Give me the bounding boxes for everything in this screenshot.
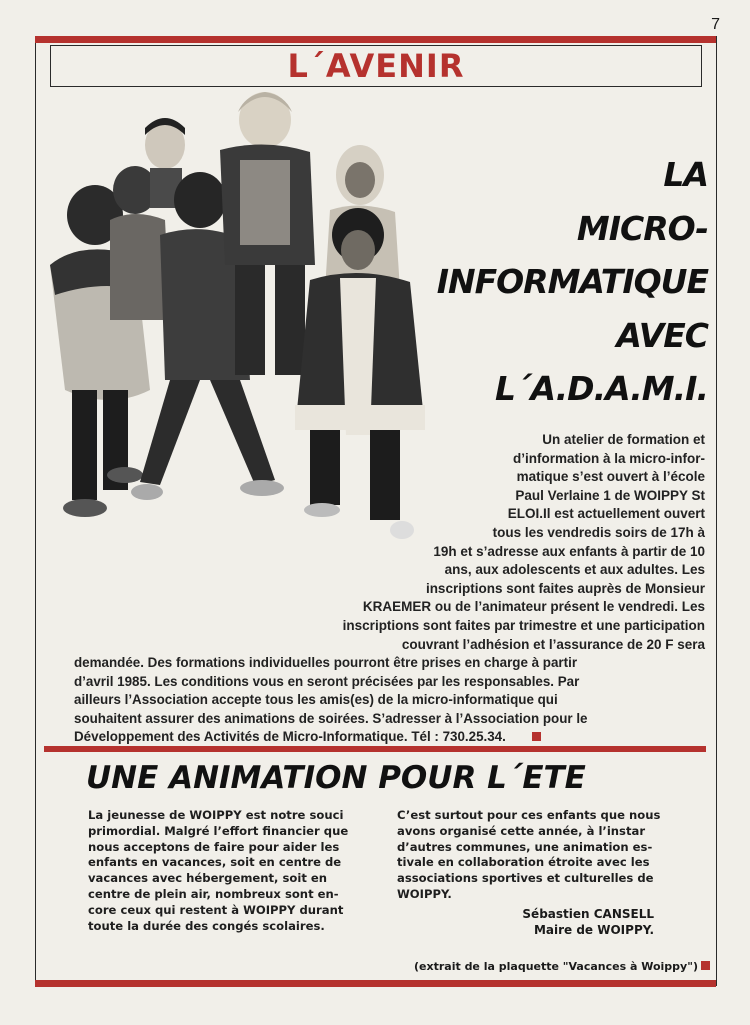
article-full	[74, 654, 588, 747]
article-narrow	[343, 431, 705, 654]
article-line: inscriptions sont faites auprès de Monsieur	[425, 580, 705, 596]
col-line: tivale en collaboration étroite avec les	[397, 855, 650, 870]
col-line: toute la durée des congés scolaires.	[88, 918, 325, 933]
source-credit	[414, 960, 710, 973]
col-line: vacances avec hébergement, soit en	[88, 871, 328, 886]
headline-line: INFORMATIQUE	[436, 262, 708, 301]
article-line: couvrant l’adhésion et l’assurance de 20 F sera	[401, 636, 705, 652]
header-title: L´AVENIR	[287, 47, 465, 85]
credit-text: (extrait de la plaquette "Vacances à Woippy")	[414, 960, 698, 973]
article-line: 19h et s’adresse aux enfants à partir de 10	[433, 543, 705, 559]
headline-line: LA	[663, 155, 708, 194]
top-rule	[35, 36, 716, 43]
signature	[522, 906, 654, 938]
article-line: d’avril 1985. Les conditions vous en seront précisées par les responsables. Par	[74, 673, 580, 689]
article-line: ans, aux adolescents et aux adultes. Les	[444, 562, 705, 578]
col-line: La jeunesse de WOIPPY est notre souci	[88, 808, 344, 822]
credit-square-icon	[701, 961, 710, 970]
article-line: tous les vendredis soirs de 17h à	[492, 524, 705, 540]
signature-role: Maire de WOIPPY.	[533, 923, 654, 937]
col-line: avons organisé cette année, à l’instar	[397, 823, 646, 838]
article-line: Un atelier de formation et	[542, 432, 705, 447]
article-line: souhaitent assurer des animations de soirées. S’adresser à l’Association pour le	[74, 710, 588, 726]
article-line: Paul Verlaine 1 de WOIPPY St	[515, 487, 705, 503]
col-line: enfants en vacances, soit en centre de	[88, 855, 342, 870]
headline-line: L´A.D.A.M.I.	[494, 369, 708, 408]
col-line: core ceux qui restent à WOIPPY durant	[88, 902, 344, 917]
article-line: ailleurs l’Association accepte tous les amis(es) de la micro-informatique qui	[74, 692, 558, 708]
article-line: KRAEMER ou de l’animateur présent le vendredi. Les	[362, 599, 705, 615]
page-number: 7	[711, 16, 720, 33]
section-header	[50, 45, 702, 87]
signature-name: Sébastien CANSELL	[522, 907, 654, 921]
headline-line: MICRO-	[576, 208, 708, 248]
article-line: Développement des Activités de Micro-Informatique. Tél : 730.25.34.	[74, 729, 506, 745]
right-column	[397, 808, 660, 903]
headline	[437, 148, 708, 416]
end-square-icon	[532, 732, 541, 741]
middle-rule	[44, 746, 706, 752]
col-line: WOIPPY.	[397, 886, 452, 901]
headline-line: AVEC	[616, 315, 708, 355]
col-line: C’est surtout pour ces enfants que nous	[397, 808, 661, 822]
col-line: centre de plein air, nombreux sont en-	[88, 886, 339, 901]
col-line: nous acceptons de faire pour aider les	[88, 839, 340, 854]
section-title: UNE ANIMATION POUR L´ETE	[86, 760, 586, 796]
col-line: associations sportives et culturelles de	[397, 871, 654, 886]
article-line: inscriptions sont faites par trimestre et une participation	[342, 617, 705, 633]
col-line: d’autres communes, une animation es-	[397, 839, 653, 854]
article-line: ELOI.Il est actuellement ouvert	[507, 506, 705, 522]
article-line: demandée. Des formations individuelles pourront être prises en charge à partir	[74, 655, 578, 670]
left-column	[88, 808, 348, 934]
bottom-rule	[35, 980, 716, 987]
article-line: matique s’est ouvert à l’école	[516, 469, 705, 485]
article-line: d’information à la micro-infor-	[512, 450, 705, 466]
article-line-last	[74, 728, 588, 747]
col-line: primordial. Malgré l’effort financier que	[88, 823, 349, 838]
